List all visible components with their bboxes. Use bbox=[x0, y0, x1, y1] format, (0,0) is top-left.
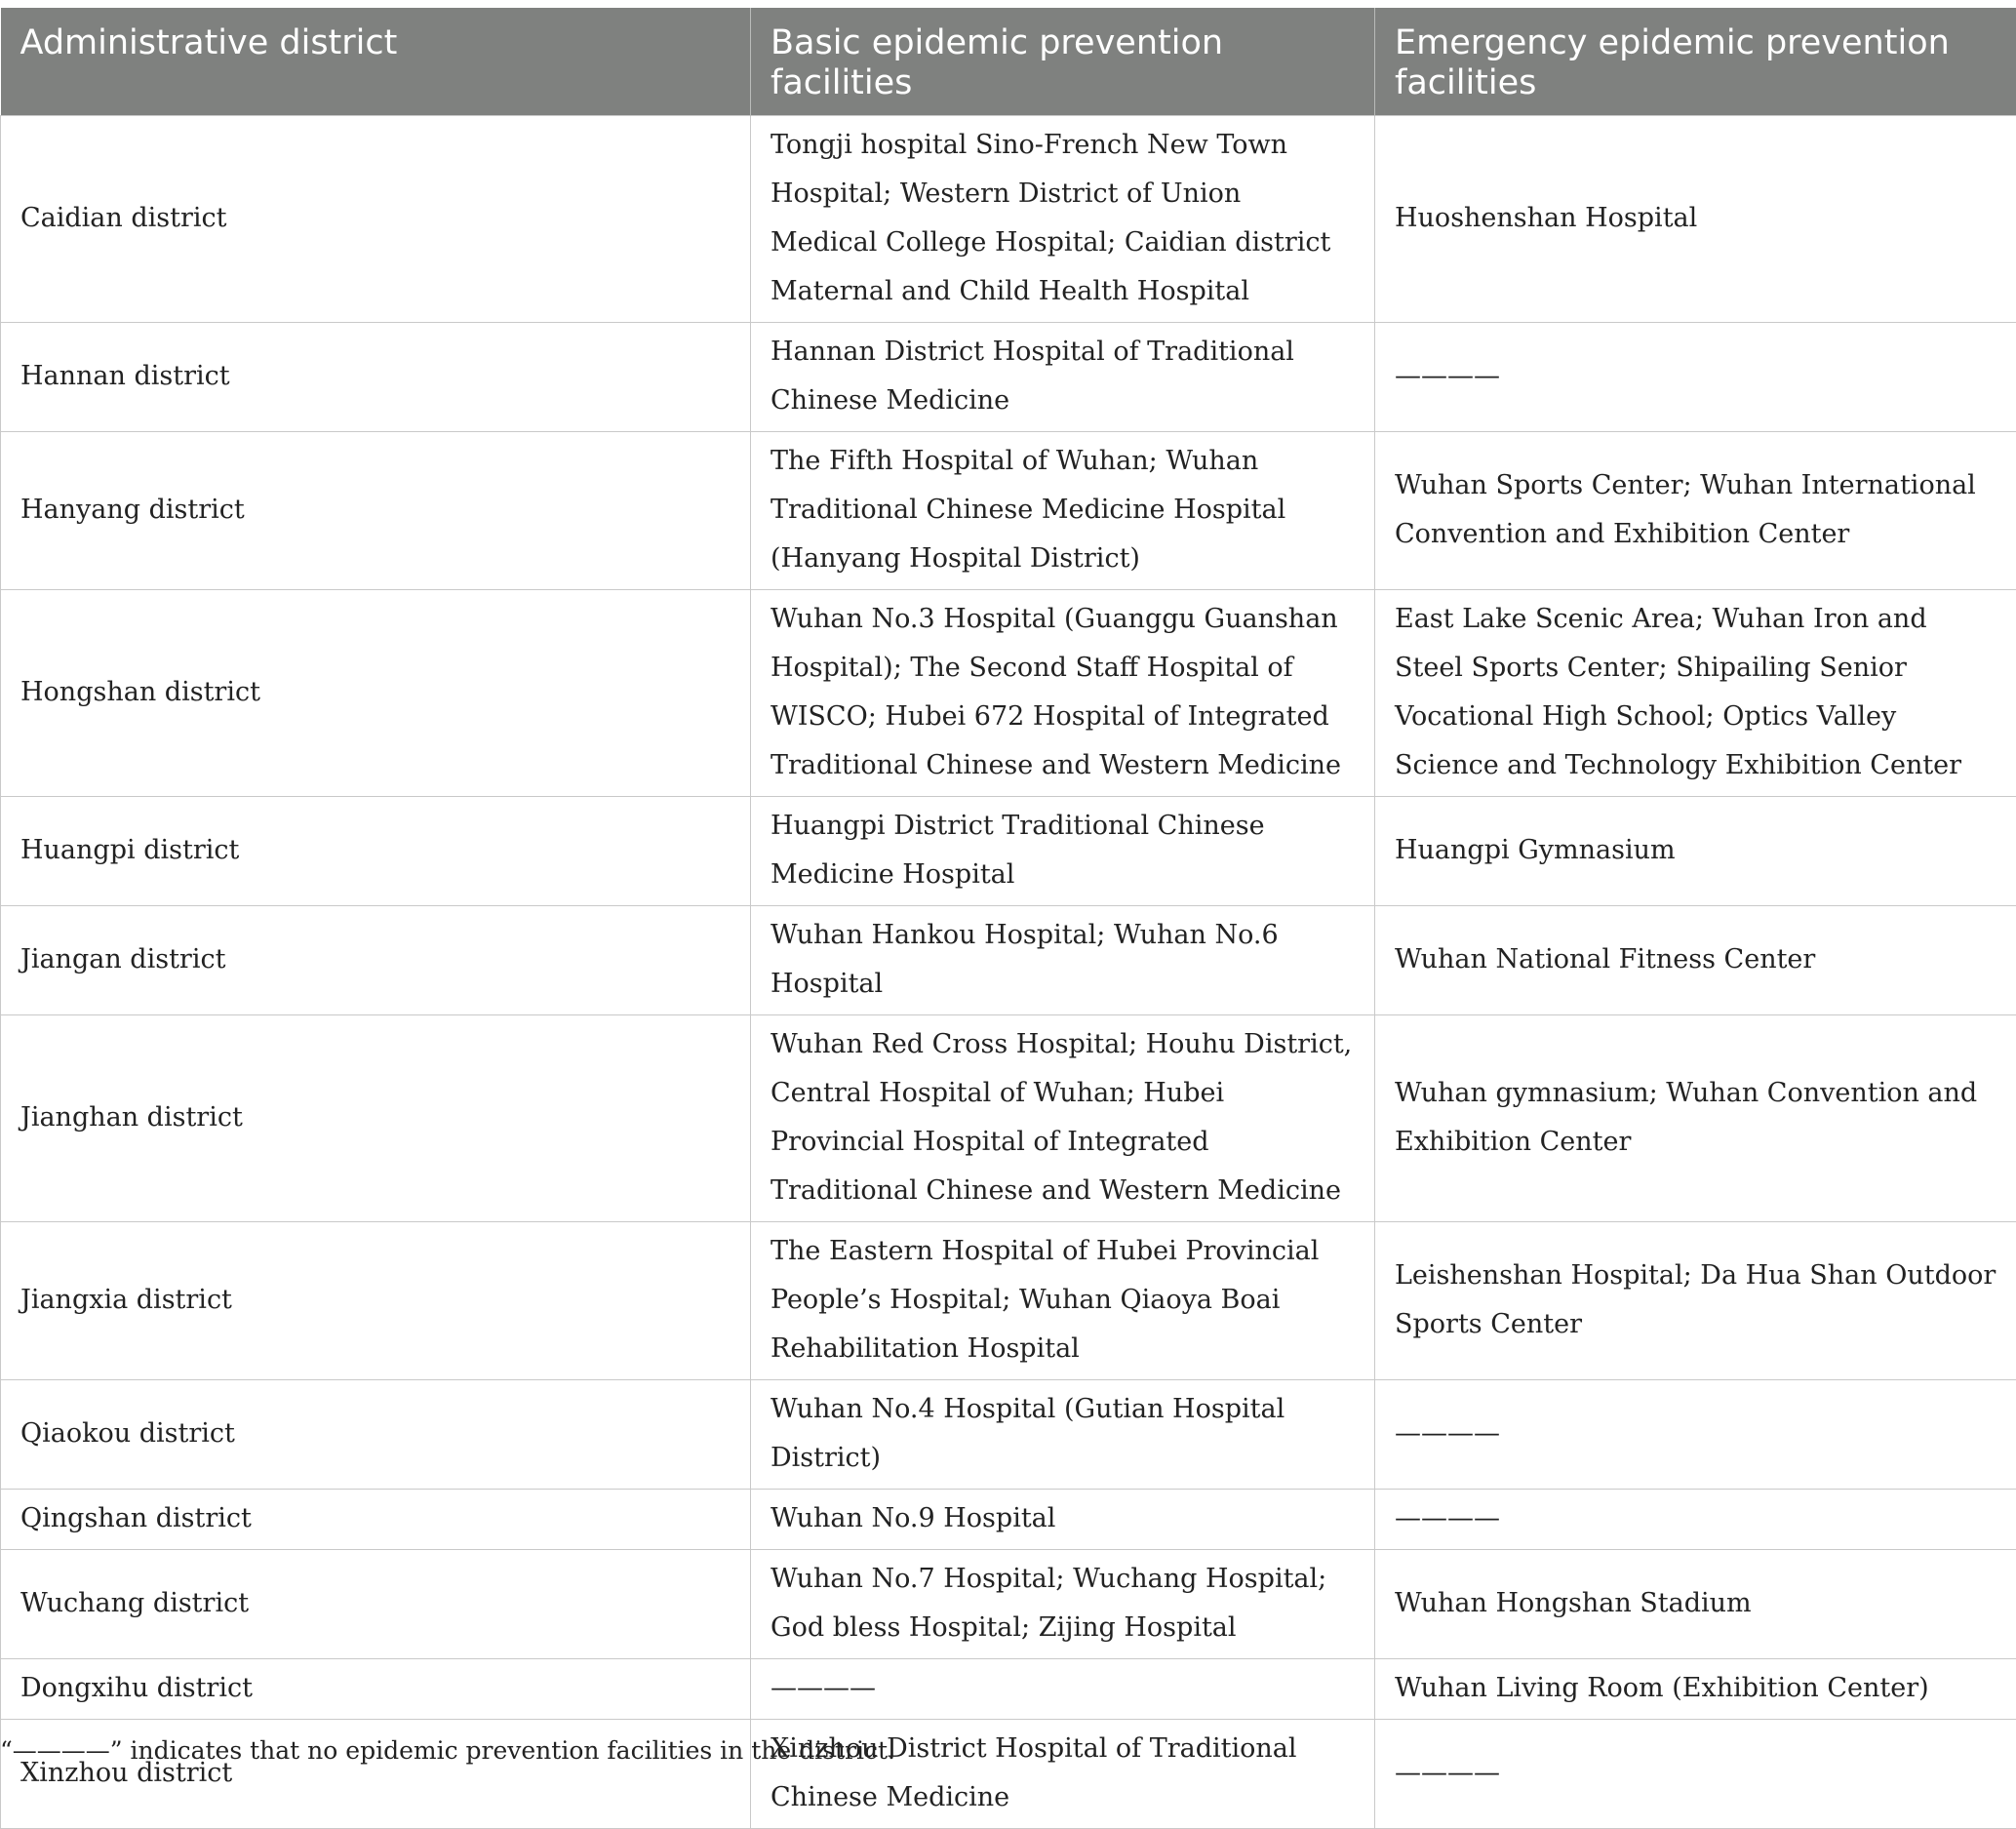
cell-district: Xinzhou district bbox=[1, 1720, 751, 1829]
table-row bbox=[1, 1659, 2016, 1720]
cell-basic-facilities: The Eastern Hospital of Hubei Provincial People’s Hospital; Wuhan Qiaoya Boai Rehabilitation Hospital bbox=[751, 1222, 1375, 1380]
facilities-table bbox=[0, 8, 2016, 1829]
table-row bbox=[1, 590, 2016, 797]
cell-district: Hongshan district bbox=[1, 590, 751, 797]
cell-emergency-facilities: Leishenshan Hospital; Da Hua Shan Outdoor Sports Center bbox=[1375, 1222, 2016, 1380]
table-row bbox=[1, 1015, 2016, 1222]
table-row bbox=[1, 323, 2016, 432]
cell-district: Dongxihu district bbox=[1, 1659, 751, 1720]
cell-emergency-facilities: Wuhan gymnasium; Wuhan Convention and Exhibition Center bbox=[1375, 1015, 2016, 1222]
table-row bbox=[1, 906, 2016, 1015]
cell-district: Jiangxia district bbox=[1, 1222, 751, 1380]
cell-basic-facilities: Hannan District Hospital of Traditional Chinese Medicine bbox=[751, 323, 1375, 432]
cell-basic-facilities: Wuhan No.4 Hospital (Gutian Hospital District) bbox=[751, 1380, 1375, 1490]
cell-emergency-facilities: Wuhan Sports Center; Wuhan International Convention and Exhibition Center bbox=[1375, 432, 2016, 590]
cell-basic-facilities: Wuhan No.3 Hospital (Guanggu Guanshan Hospital); The Second Staff Hospital of WISCO; Hubei 672 Hospital of Integrated Traditional Chinese and Western Medicine bbox=[751, 590, 1375, 797]
cell-emergency-facilities: Wuhan Hongshan Stadium bbox=[1375, 1550, 2016, 1659]
cell-district: Hanyang district bbox=[1, 432, 751, 590]
cell-basic-facilities: Wuhan No.7 Hospital; Wuchang Hospital; God bless Hospital; Zijing Hospital bbox=[751, 1550, 1375, 1659]
cell-basic-facilities: Wuhan No.9 Hospital bbox=[751, 1490, 1375, 1550]
table-row bbox=[1, 797, 2016, 906]
cell-district: Wuchang district bbox=[1, 1550, 751, 1659]
cell-emergency-facilities: Wuhan Living Room (Exhibition Center) bbox=[1375, 1659, 2016, 1720]
cell-basic-facilities: Wuhan Red Cross Hospital; Houhu District, Central Hospital of Wuhan; Hubei Provincial Hospital of Integrated Traditional Chinese and Western Medicine bbox=[751, 1015, 1375, 1222]
cell-basic-facilities: Wuhan Hankou Hospital; Wuhan No.6 Hospital bbox=[751, 906, 1375, 1015]
cell-emergency-facilities: ———— bbox=[1375, 1720, 2016, 1829]
cell-emergency-facilities: East Lake Scenic Area; Wuhan Iron and Steel Sports Center; Shipailing Senior Vocational High School; Optics Valley Science and Technology Exhibition Center bbox=[1375, 590, 2016, 797]
header-basic-facilities: Basic epidemic prevention facilities bbox=[751, 8, 1375, 116]
cell-district: Hannan district bbox=[1, 323, 751, 432]
cell-district: Huangpi district bbox=[1, 797, 751, 906]
facilities-table-container bbox=[0, 8, 2016, 1829]
cell-emergency-facilities: ———— bbox=[1375, 1490, 2016, 1550]
table-row bbox=[1, 1222, 2016, 1380]
header-administrative-district: Administrative district bbox=[1, 8, 751, 116]
cell-basic-facilities: Tongji hospital Sino-French New Town Hospital; Western District of Union Medical College Hospital; Caidian district Maternal and Child Health Hospital bbox=[751, 116, 1375, 323]
cell-basic-facilities: Xinzhou District Hospital of Traditional Chinese Medicine bbox=[751, 1720, 1375, 1829]
header-emergency-facilities: Emergency epidemic prevention facilities bbox=[1375, 8, 2016, 116]
cell-basic-facilities: The Fifth Hospital of Wuhan; Wuhan Traditional Chinese Medicine Hospital (Hanyang Hospital District) bbox=[751, 432, 1375, 590]
table-body bbox=[1, 116, 2016, 1829]
cell-basic-facilities: Huangpi District Traditional Chinese Medicine Hospital bbox=[751, 797, 1375, 906]
table-row bbox=[1, 432, 2016, 590]
cell-emergency-facilities: ———— bbox=[1375, 323, 2016, 432]
table-row bbox=[1, 1550, 2016, 1659]
table-row bbox=[1, 1380, 2016, 1490]
table-row bbox=[1, 116, 2016, 323]
cell-district: Caidian district bbox=[1, 116, 751, 323]
table-header-row bbox=[1, 8, 2016, 116]
cell-basic-facilities: ———— bbox=[751, 1659, 1375, 1720]
cell-district: Qingshan district bbox=[1, 1490, 751, 1550]
cell-emergency-facilities: Huoshenshan Hospital bbox=[1375, 116, 2016, 323]
cell-district: Jianghan district bbox=[1, 1015, 751, 1222]
cell-emergency-facilities: Huangpi Gymnasium bbox=[1375, 797, 2016, 906]
table-footnote: “————” indicates that no epidemic prevention facilities in the district. bbox=[0, 1736, 895, 1765]
cell-emergency-facilities: ———— bbox=[1375, 1380, 2016, 1490]
cell-emergency-facilities: Wuhan National Fitness Center bbox=[1375, 906, 2016, 1015]
cell-district: Qiaokou district bbox=[1, 1380, 751, 1490]
cell-district: Jiangan district bbox=[1, 906, 751, 1015]
table-row bbox=[1, 1490, 2016, 1550]
